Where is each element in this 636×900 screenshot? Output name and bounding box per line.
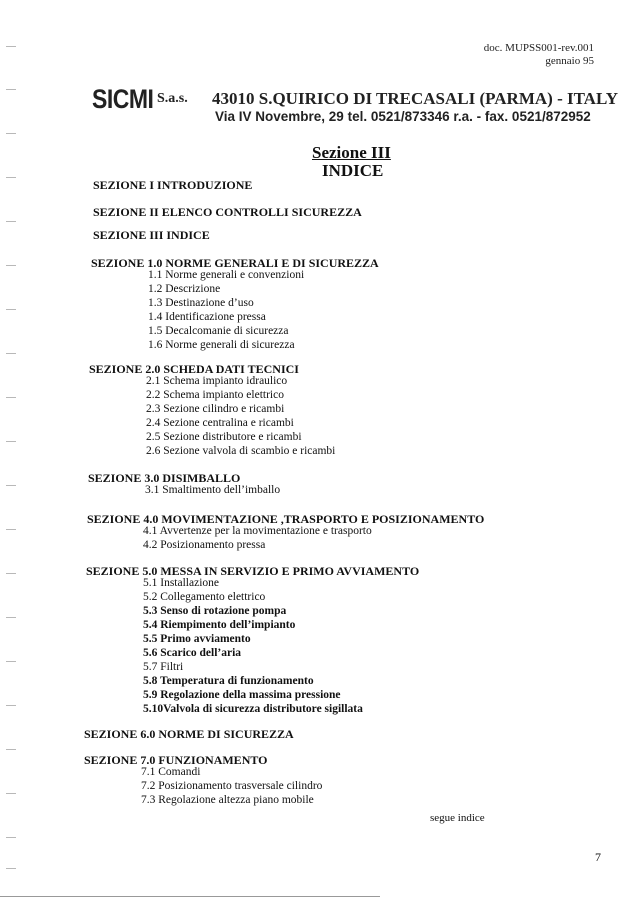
toc-item: 5.1 Installazione <box>143 577 220 589</box>
margin-tick <box>6 793 16 794</box>
margin-tick <box>6 309 16 310</box>
toc-item: 3.1 Smaltimento dell’imballo <box>145 484 281 496</box>
toc-section-6: SEZIONE 6.0 NORME DI SICUREZZA <box>84 727 294 741</box>
toc-section-7: SEZIONE 7.0 FUNZIONAMENTO <box>84 753 268 767</box>
toc-item: 5.3 Senso di rotazione pompa <box>143 605 287 617</box>
toc-section-3: SEZIONE 3.0 DISIMBALLO <box>88 471 241 485</box>
margin-tick <box>6 573 16 574</box>
toc-item: 1.3 Destinazione d’uso <box>148 297 254 309</box>
toc-item: 5.7 Filtri <box>143 661 184 673</box>
page-title: INDICE <box>322 161 384 180</box>
toc-item: 2.4 Sezione centralina e ricambi <box>146 417 294 429</box>
company-contacts: Via IV Novembre, 29 tel. 0521/873346 r.a. - fax. 0521/872952 <box>215 109 591 124</box>
section-title: Sezione III <box>312 143 391 162</box>
page-number: 7 <box>595 850 601 864</box>
toc-item: 4.1 Avvertenze per la movimentazione e trasporto <box>143 525 372 537</box>
doc-date: gennaio 95 <box>545 55 594 67</box>
margin-tick <box>6 177 16 178</box>
margin-tick <box>6 441 16 442</box>
toc-item: 7.1 Comandi <box>141 766 201 778</box>
margin-tick <box>6 617 16 618</box>
margin-tick <box>6 46 16 47</box>
toc-item: 5.10Valvola di sicurezza distributore sigillata <box>143 703 363 715</box>
toc-item: 1.2 Descrizione <box>148 283 221 295</box>
toc-section-i: SEZIONE I INTRODUZIONE <box>93 178 253 192</box>
margin-tick <box>6 868 16 869</box>
margin-tick <box>6 397 16 398</box>
margin-tick <box>6 749 16 750</box>
toc-item: 5.8 Temperatura di funzionamento <box>143 675 314 687</box>
company-logo: SICMI <box>92 83 154 114</box>
toc-section-5: SEZIONE 5.0 MESSA IN SERVIZIO E PRIMO AVVIAMENTO <box>86 564 420 578</box>
toc-section-4: SEZIONE 4.0 MOVIMENTAZIONE ,TRASPORTO E POSIZIONAMENTO <box>87 512 485 526</box>
toc-item: 1.4 Identificazione pressa <box>148 311 266 323</box>
toc-item: 4.2 Posizionamento pressa <box>143 539 266 551</box>
toc-item: 2.3 Sezione cilindro e ricambi <box>146 403 285 415</box>
toc-section-2: SEZIONE 2.0 SCHEDA DATI TECNICI <box>89 362 299 376</box>
toc-item: 2.6 Sezione valvola di scambio e ricambi <box>146 445 336 457</box>
toc-item: 5.6 Scarico dell’aria <box>143 647 242 659</box>
toc-section-ii: SEZIONE II ELENCO CONTROLLI SICUREZZA <box>93 205 362 219</box>
toc-item: 5.9 Regolazione della massima pressione <box>143 689 341 701</box>
margin-tick <box>6 265 16 266</box>
page-edge-line <box>0 896 380 897</box>
toc-item: 7.2 Posizionamento trasversale cilindro <box>141 780 323 792</box>
toc-item: 1.5 Decalcomanie di sicurezza <box>148 325 289 337</box>
toc-item: 1.6 Norme generali di sicurezza <box>148 339 295 351</box>
margin-tick <box>6 353 16 354</box>
toc-item: 2.2 Schema impianto elettrico <box>146 389 284 401</box>
toc-item: 5.4 Riempimento dell’impianto <box>143 619 296 631</box>
toc-item: 2.1 Schema impianto idraulico <box>146 375 288 387</box>
margin-tick <box>6 133 16 134</box>
toc-item: 5.5 Primo avviamento <box>143 633 251 645</box>
toc-item: 1.1 Norme generali e convenzioni <box>148 269 305 281</box>
company-address: 43010 S.QUIRICO DI TRECASALI (PARMA) - ITALY <box>212 89 618 108</box>
toc-section-iii: SEZIONE III INDICE <box>93 228 210 242</box>
toc-item: 5.2 Collegamento elettrico <box>143 591 266 603</box>
margin-tick <box>6 485 16 486</box>
margin-tick <box>6 705 16 706</box>
toc-item: 7.3 Regolazione altezza piano mobile <box>141 794 314 806</box>
margin-tick <box>6 221 16 222</box>
doc-reference: doc. MUPSS001-rev.001 <box>483 42 594 54</box>
margin-tick <box>6 529 16 530</box>
margin-tick <box>6 837 16 838</box>
continue-note: segue indice <box>430 812 485 824</box>
toc-item: 2.5 Sezione distributore e ricambi <box>146 431 302 443</box>
toc-section-1: SEZIONE 1.0 NORME GENERALI E DI SICUREZZA <box>91 256 379 270</box>
company-suffix: S.a.s. <box>157 91 188 106</box>
margin-tick <box>6 89 16 90</box>
margin-tick <box>6 661 16 662</box>
